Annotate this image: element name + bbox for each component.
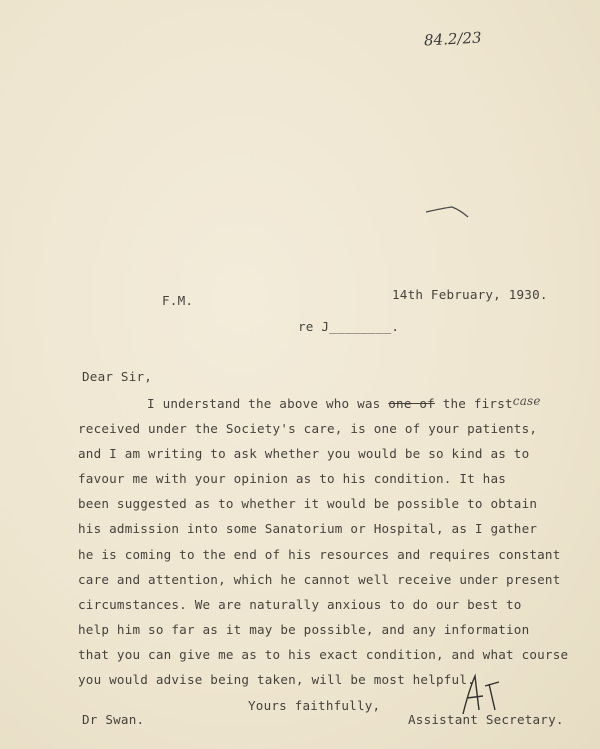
line1-start: I understand the above who was [147,396,389,411]
body-line-11: that you can give me as to his exact condition, and what course [78,647,569,662]
body-line-2: received under the Society's care, is one of your patients, [78,421,538,436]
sender-initials: F.M. [162,293,194,308]
addressee: Dr Swan. [82,712,145,727]
salutation: Dear Sir, [82,369,153,384]
reference-number: 84.2/23 [423,28,482,50]
body-line-4: favour me with your opinion as to his condition. It has [78,471,507,486]
body-line-7: he is coming to the end of his resources and requires constant [78,547,561,562]
handwritten-insert: case [512,394,541,408]
signer-title: Assistant Secretary. [408,712,564,727]
body-line-8: care and attention, which he cannot well receive under present [78,572,561,587]
line1-end: the first [434,396,513,411]
letter-date: 14th February, 1930. [392,287,548,302]
re-line: re J________. [298,319,400,334]
struck-text: one of [388,396,435,411]
closing: Yours faithfully, [248,698,381,713]
body-line-6: his admission into some Sanatorium or Hospital, as I gather [78,521,538,536]
body-line-10: help him so far as it may be possible, and any information [78,622,530,637]
body-line-3: and I am writing to ask whether you would be so kind as to [78,446,530,461]
body-line-9: circumstances. We are naturally anxious to do our best to [78,597,522,612]
body-line-12: you would advise being taken, will be most helpful. [78,672,475,687]
pencil-tick-mark [422,198,482,228]
body-line-5: been suggested as to whether it would be possible to obtain [78,496,538,511]
body-line-1 [147,396,541,411]
